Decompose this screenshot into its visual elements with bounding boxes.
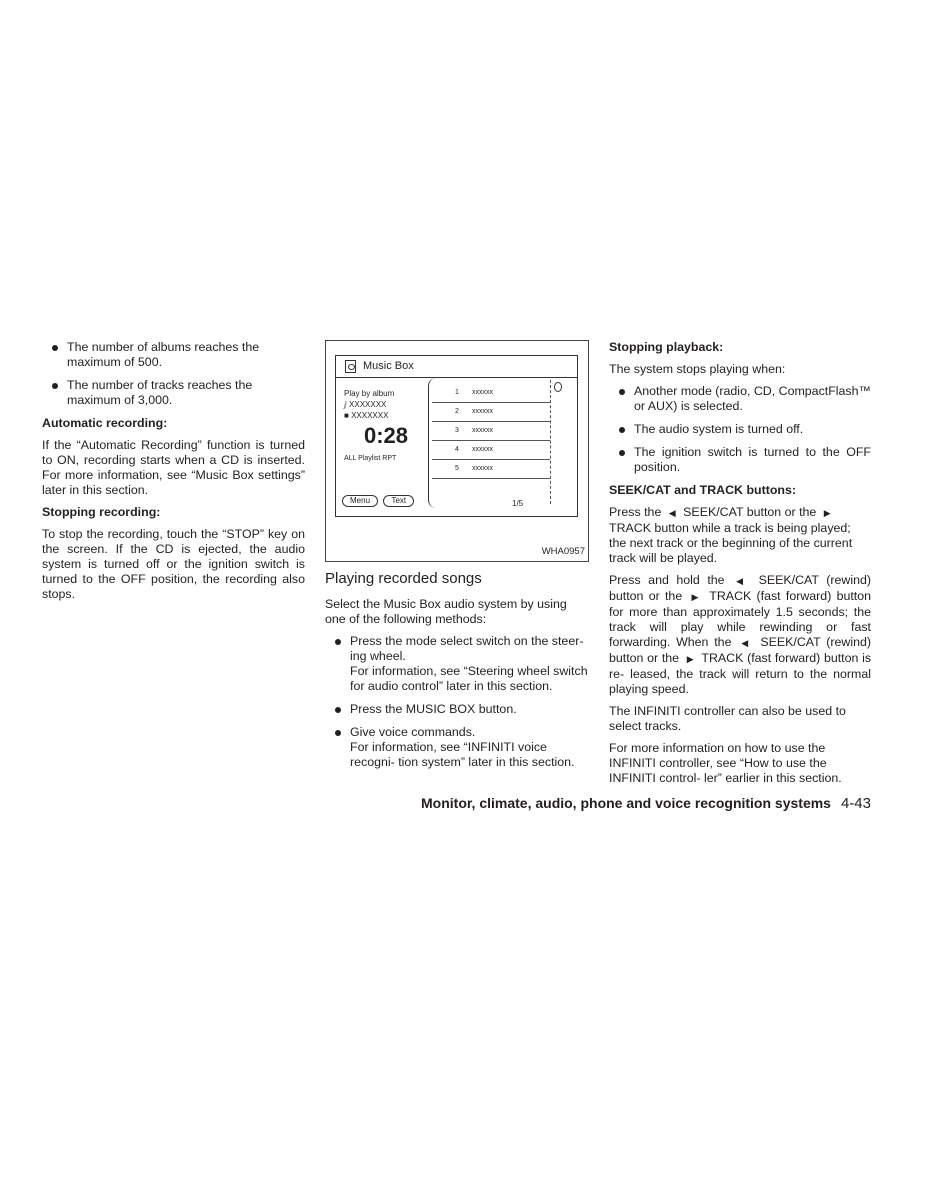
track-name: xxxxxx	[472, 446, 493, 453]
p2-part-d: SEEK/CAT (rewind) button or the	[609, 635, 872, 665]
controller-select-text: The INFINITI controller can also be used to select tracks.	[609, 704, 846, 733]
middle-column	[325, 340, 589, 778]
stopping-playback-heading: Stopping playback:	[609, 340, 724, 354]
seek-track-heading: SEEK/CAT and TRACK buttons:	[609, 483, 796, 497]
album-icon: ■	[344, 411, 352, 420]
footer-title: Monitor, climate, audio, phone and voice recognition systems	[421, 795, 831, 811]
menu-button[interactable]: Menu	[342, 495, 378, 507]
music-box-screen	[335, 355, 578, 517]
page-indicator: 1/5	[512, 499, 524, 508]
track-name: xxxxxx	[472, 465, 493, 472]
artist-line	[344, 399, 424, 410]
forward-arrow-icon: ▶	[691, 592, 701, 602]
bullet-mode-switch	[325, 634, 589, 694]
play-mode: Play by album	[344, 389, 395, 398]
left-column	[42, 340, 305, 609]
track-name: xxxxxx	[472, 389, 493, 396]
artist-name: XXXXXXX	[349, 400, 387, 409]
track-row[interactable]	[432, 384, 550, 403]
album-name: XXXXXXX	[351, 411, 389, 420]
rewind-arrow-icon: ◀	[736, 576, 748, 586]
artist-icon: ⅉ	[344, 400, 350, 409]
mode-switch-note: For information, see “Steering wheel switch for audio control” later in this section.	[350, 664, 588, 693]
repeat-mode: ALL Playlist RPT	[344, 455, 397, 462]
track-list	[432, 384, 550, 479]
track-row[interactable]	[432, 460, 550, 479]
track-name: xxxxxx	[472, 408, 493, 415]
forward-arrow-icon: ▶	[686, 654, 694, 664]
music-box-icon	[345, 360, 356, 373]
track-number: 5	[455, 465, 459, 472]
track-scrollbar[interactable]	[550, 380, 569, 504]
bullet-albums-max: The number of albums reaches the maximum of 500.	[42, 340, 305, 370]
now-playing-panel	[344, 388, 424, 464]
automatic-recording-heading: Automatic recording:	[42, 416, 168, 430]
stopping-playback-intro: The system stops playing when:	[609, 362, 786, 376]
bullet-audio-off: The audio system is turned off.	[609, 422, 871, 437]
p1-part-b: SEEK/CAT button or the	[683, 505, 817, 519]
figure-id: WHA0957	[541, 546, 585, 557]
seek-track-para-2	[609, 573, 871, 697]
automatic-recording-text: If the “Automatic Recording” function is turned to ON, recording starts when a CD is inserted. For more information, see “Music Box settings” later in this section.	[42, 438, 305, 497]
p2-part-e: TRACK (fast forward) button is re- leased, the track will return to the normal playing speed.	[609, 651, 872, 696]
p1-part-a: Press the	[609, 505, 662, 519]
rewind-arrow-icon: ◀	[668, 508, 676, 518]
screen-title: Music Box	[363, 360, 414, 372]
bullet-ignition-off: The ignition switch is turned to the OFF position.	[609, 445, 871, 475]
bullet-tracks-max: The number of tracks reaches the maximum of 3,000.	[42, 378, 305, 408]
page-number: 4-43	[840, 795, 871, 812]
voice-commands-note: For information, see “INFINITI voice recogni- tion system” later in this section.	[350, 740, 575, 769]
voice-commands-text: Give voice commands.	[350, 725, 476, 739]
screen-buttons	[342, 492, 416, 507]
page-footer	[380, 796, 871, 811]
track-number: 2	[455, 408, 459, 415]
track-number: 4	[455, 446, 459, 453]
rewind-arrow-icon: ◀	[741, 638, 751, 648]
screen-title-bar	[336, 356, 577, 378]
controller-info-text: For more information on how to use the INFINITI controller, see “How to use the INFINITI control- ler” earlier in this section.	[609, 741, 842, 785]
play-time: 0:28	[364, 423, 409, 448]
album-line	[344, 410, 424, 421]
select-method-intro: Select the Music Box audio system by using one of the following methods:	[325, 597, 567, 626]
bullet-voice-commands	[325, 725, 589, 770]
bullet-another-mode: Another mode (radio, CD, CompactFlash™ or AUX) is selected.	[609, 384, 871, 414]
p2-part-a: Press and hold the	[609, 573, 725, 587]
bullet-music-box-button: Press the MUSIC BOX button.	[325, 702, 589, 717]
p1-part-c: TRACK button while a track is being played; the next track or the beginning of the current track will be played.	[609, 521, 853, 565]
track-row[interactable]	[432, 422, 550, 441]
p2-part-c: TRACK (fast forward) button for more than approximately 1.5 seconds; the track will play while rewinding or fast forwarding. When the	[609, 589, 872, 649]
text-button[interactable]: Text	[383, 495, 414, 507]
stopping-recording-heading: Stopping recording:	[42, 505, 161, 519]
track-name: xxxxxx	[472, 427, 493, 434]
stopping-recording-text: To stop the recording, touch the “STOP” key on the screen. If the CD is ejected, the audio system is turned off or the ignition switch is turned to the OFF position, the recording also stops.	[42, 527, 305, 601]
p2-part-b: SEEK/CAT (rewind) button or the	[609, 573, 871, 603]
track-row[interactable]	[432, 441, 550, 460]
track-number: 3	[455, 427, 459, 434]
track-number: 1	[455, 389, 459, 396]
mode-switch-text: Press the mode select switch on the steer- ing wheel.	[350, 634, 584, 663]
playing-recorded-songs-heading: Playing recorded songs	[325, 570, 482, 587]
forward-arrow-icon: ▶	[823, 508, 831, 518]
music-box-figure	[325, 340, 589, 562]
track-row[interactable]	[432, 403, 550, 422]
seek-track-para-1	[609, 505, 871, 566]
right-column	[609, 340, 871, 793]
